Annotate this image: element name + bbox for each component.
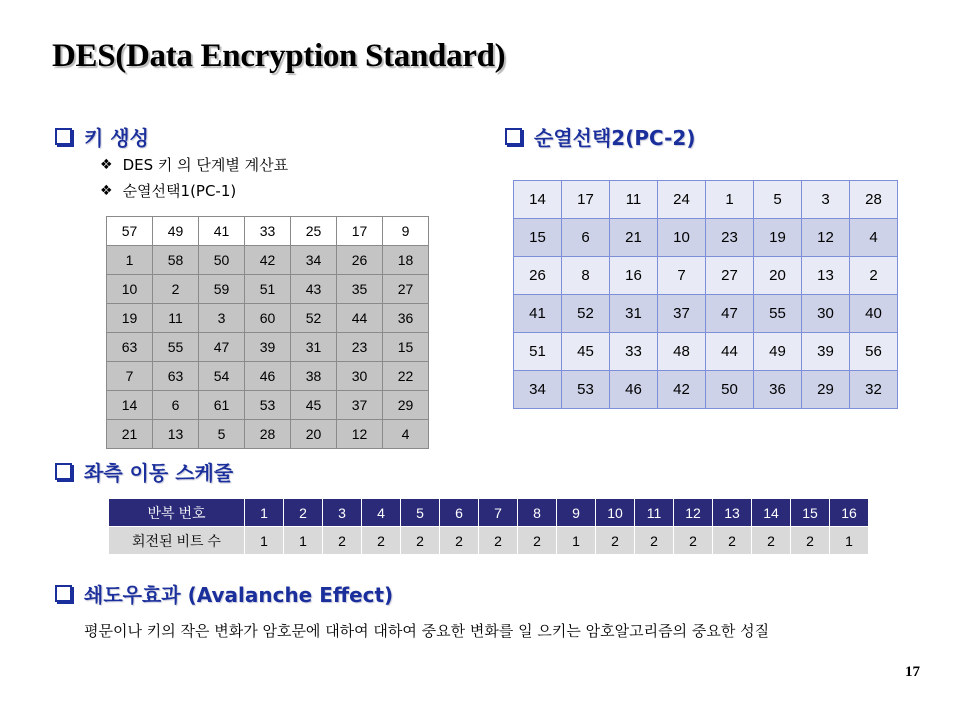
shift-round-row-cell: 10 — [596, 499, 635, 527]
shift-round-row-cell: 2 — [284, 499, 323, 527]
pc2-cell: 31 — [610, 295, 658, 333]
pc2-cell: 29 — [802, 371, 850, 409]
checkbox-bullet-icon — [55, 128, 72, 145]
pc1-cell: 63 — [153, 362, 199, 391]
section-avalanche-label: 쇄도우효과 (Avalanche Effect) — [84, 583, 394, 607]
pc2-cell: 26 — [514, 257, 562, 295]
pc2-cell: 39 — [802, 333, 850, 371]
shift-rotation-row-cell: 1 — [557, 527, 596, 555]
shift-rotation-row-cell: 1 — [830, 527, 869, 555]
shift-rotation-row-cell: 2 — [479, 527, 518, 555]
key-gen-item-1 — [100, 154, 288, 175]
pc1-cell: 3 — [199, 304, 245, 333]
pc1-cell: 45 — [291, 391, 337, 420]
shift-round-row-cell: 6 — [440, 499, 479, 527]
shift-schedule-table — [108, 498, 869, 555]
pc2-cell: 47 — [706, 295, 754, 333]
pc2-cell: 23 — [706, 219, 754, 257]
pc2-table — [513, 180, 898, 409]
pc1-cell: 25 — [291, 217, 337, 246]
section-avalanche — [55, 579, 393, 608]
shift-round-row-cell: 4 — [362, 499, 401, 527]
shift-rotation-row-cell: 2 — [635, 527, 674, 555]
pc1-cell: 60 — [245, 304, 291, 333]
pc2-cell: 21 — [610, 219, 658, 257]
pc1-cell: 33 — [245, 217, 291, 246]
pc2-cell: 52 — [562, 295, 610, 333]
pc2-cell: 6 — [562, 219, 610, 257]
pc1-cell: 59 — [199, 275, 245, 304]
pc2-cell: 37 — [658, 295, 706, 333]
shift-rotation-row — [109, 527, 869, 555]
pc2-cell: 24 — [658, 181, 706, 219]
pc1-cell: 22 — [383, 362, 429, 391]
key-gen-item-1-label: DES 키 의 단계별 계산표 — [122, 156, 289, 174]
pc2-cell: 12 — [802, 219, 850, 257]
shift-rotation-row-cell: 2 — [791, 527, 830, 555]
pc2-row — [514, 333, 898, 371]
pc2-cell: 19 — [754, 219, 802, 257]
pc2-cell: 32 — [850, 371, 898, 409]
pc1-cell: 35 — [337, 275, 383, 304]
shift-round-row-cell: 16 — [830, 499, 869, 527]
pc1-cell: 29 — [383, 391, 429, 420]
pc1-cell: 42 — [245, 246, 291, 275]
pc2-cell: 10 — [658, 219, 706, 257]
shift-round-row-cell: 3 — [323, 499, 362, 527]
shift-round-row-cell: 1 — [245, 499, 284, 527]
section-shift-schedule — [55, 457, 233, 486]
pc2-cell: 13 — [802, 257, 850, 295]
pc1-cell: 47 — [199, 333, 245, 362]
shift-round-row — [109, 499, 869, 527]
pc2-cell: 46 — [610, 371, 658, 409]
pc1-row — [107, 362, 429, 391]
pc2-row — [514, 257, 898, 295]
shift-round-row-label: 반복 번호 — [109, 499, 245, 527]
pc2-cell: 8 — [562, 257, 610, 295]
pc2-cell: 15 — [514, 219, 562, 257]
pc1-row — [107, 420, 429, 449]
pc1-cell: 61 — [199, 391, 245, 420]
pc1-cell: 63 — [107, 333, 153, 362]
pc2-cell: 11 — [610, 181, 658, 219]
pc1-cell: 20 — [291, 420, 337, 449]
pc1-cell: 38 — [291, 362, 337, 391]
checkbox-bullet-icon — [55, 585, 72, 602]
pc2-cell: 28 — [850, 181, 898, 219]
pc1-cell: 12 — [337, 420, 383, 449]
shift-rotation-row-label: 회전된 비트 수 — [109, 527, 245, 555]
pc1-cell: 1 — [107, 246, 153, 275]
shift-round-row-cell: 11 — [635, 499, 674, 527]
shift-rotation-row-cell: 2 — [674, 527, 713, 555]
shift-rotation-row-cell: 2 — [323, 527, 362, 555]
pc2-cell: 56 — [850, 333, 898, 371]
shift-round-row-cell: 5 — [401, 499, 440, 527]
checkbox-bullet-icon — [505, 128, 522, 145]
pc1-cell: 2 — [153, 275, 199, 304]
pc1-row — [107, 304, 429, 333]
pc2-cell: 33 — [610, 333, 658, 371]
pc2-row — [514, 371, 898, 409]
section-shift-schedule-label: 좌측 이동 스케줄 — [84, 461, 234, 485]
pc1-cell: 44 — [337, 304, 383, 333]
pc2-cell: 27 — [706, 257, 754, 295]
shift-round-row-cell: 13 — [713, 499, 752, 527]
shift-round-row-cell: 8 — [518, 499, 557, 527]
pc1-cell: 49 — [153, 217, 199, 246]
pc1-cell: 5 — [199, 420, 245, 449]
pc1-cell: 53 — [245, 391, 291, 420]
pc2-cell: 5 — [754, 181, 802, 219]
page-title: DES(Data Encryption Standard) — [52, 38, 506, 74]
shift-round-row-cell: 14 — [752, 499, 791, 527]
shift-rotation-row-cell: 1 — [284, 527, 323, 555]
pc1-cell: 26 — [337, 246, 383, 275]
pc2-row — [514, 181, 898, 219]
pc2-cell: 16 — [610, 257, 658, 295]
pc1-cell: 11 — [153, 304, 199, 333]
pc1-cell: 4 — [383, 420, 429, 449]
pc1-cell: 34 — [291, 246, 337, 275]
shift-round-row-cell: 15 — [791, 499, 830, 527]
pc1-cell: 13 — [153, 420, 199, 449]
pc1-cell: 54 — [199, 362, 245, 391]
pc1-cell: 51 — [245, 275, 291, 304]
diamond-bullet-icon: ❖ — [100, 182, 113, 199]
pc2-cell: 40 — [850, 295, 898, 333]
pc1-cell: 28 — [245, 420, 291, 449]
pc1-cell: 39 — [245, 333, 291, 362]
page-number: 17 — [905, 664, 920, 680]
pc2-cell: 34 — [514, 371, 562, 409]
pc2-cell: 48 — [658, 333, 706, 371]
pc1-cell: 43 — [291, 275, 337, 304]
section-pc2-label: 순열선택2(PC-2) — [534, 126, 696, 150]
pc1-cell: 17 — [337, 217, 383, 246]
pc2-cell: 30 — [802, 295, 850, 333]
pc2-cell: 14 — [514, 181, 562, 219]
shift-round-row-cell: 12 — [674, 499, 713, 527]
pc2-row — [514, 295, 898, 333]
section-key-generation — [55, 122, 149, 151]
key-gen-item-2 — [100, 180, 236, 201]
shift-round-row-cell: 9 — [557, 499, 596, 527]
pc1-cell: 57 — [107, 217, 153, 246]
pc1-row — [107, 275, 429, 304]
pc1-row — [107, 391, 429, 420]
pc2-cell: 4 — [850, 219, 898, 257]
pc2-cell: 50 — [706, 371, 754, 409]
section-pc2 — [505, 122, 696, 151]
pc1-cell: 9 — [383, 217, 429, 246]
pc1-cell: 52 — [291, 304, 337, 333]
pc1-row — [107, 217, 429, 246]
pc1-cell: 10 — [107, 275, 153, 304]
pc2-cell: 36 — [754, 371, 802, 409]
pc1-cell: 6 — [153, 391, 199, 420]
pc1-cell: 7 — [107, 362, 153, 391]
diamond-bullet-icon: ❖ — [100, 156, 113, 173]
pc2-cell: 49 — [754, 333, 802, 371]
pc2-cell: 17 — [562, 181, 610, 219]
pc1-cell: 18 — [383, 246, 429, 275]
section-key-generation-label: 키 생성 — [84, 126, 149, 150]
pc2-row — [514, 219, 898, 257]
pc1-cell: 19 — [107, 304, 153, 333]
pc1-cell: 21 — [107, 420, 153, 449]
shift-rotation-row-cell: 2 — [518, 527, 557, 555]
pc1-cell: 14 — [107, 391, 153, 420]
shift-rotation-row-cell: 1 — [245, 527, 284, 555]
pc1-cell: 36 — [383, 304, 429, 333]
pc2-cell: 3 — [802, 181, 850, 219]
pc2-cell: 51 — [514, 333, 562, 371]
pc2-cell: 53 — [562, 371, 610, 409]
shift-rotation-row-cell: 2 — [713, 527, 752, 555]
pc2-cell: 7 — [658, 257, 706, 295]
pc1-cell: 31 — [291, 333, 337, 362]
shift-rotation-row-cell: 2 — [596, 527, 635, 555]
shift-round-row-cell: 7 — [479, 499, 518, 527]
pc1-cell: 46 — [245, 362, 291, 391]
pc1-cell: 58 — [153, 246, 199, 275]
pc1-cell: 15 — [383, 333, 429, 362]
key-gen-item-2-label: 순열선택1(PC-1) — [122, 182, 237, 200]
pc1-row — [107, 246, 429, 275]
pc1-row — [107, 333, 429, 362]
pc2-cell: 55 — [754, 295, 802, 333]
pc1-cell: 30 — [337, 362, 383, 391]
shift-rotation-row-cell: 2 — [752, 527, 791, 555]
pc1-cell: 37 — [337, 391, 383, 420]
pc2-cell: 20 — [754, 257, 802, 295]
shift-rotation-row-cell: 2 — [362, 527, 401, 555]
pc2-cell: 2 — [850, 257, 898, 295]
shift-rotation-row-cell: 2 — [401, 527, 440, 555]
pc1-cell: 55 — [153, 333, 199, 362]
pc2-cell: 42 — [658, 371, 706, 409]
pc2-cell: 44 — [706, 333, 754, 371]
avalanche-description: 평문이나 키의 작은 변화가 암호문에 대하여 대하여 중요한 변화를 일 으키는 암호알고리즘의 중요한 성질 — [84, 622, 770, 640]
pc2-cell: 41 — [514, 295, 562, 333]
pc1-cell: 23 — [337, 333, 383, 362]
shift-rotation-row-cell: 2 — [440, 527, 479, 555]
pc1-cell: 50 — [199, 246, 245, 275]
pc1-cell: 41 — [199, 217, 245, 246]
pc2-cell: 45 — [562, 333, 610, 371]
pc2-cell: 1 — [706, 181, 754, 219]
checkbox-bullet-icon — [55, 463, 72, 480]
pc1-table — [106, 216, 429, 449]
pc1-cell: 27 — [383, 275, 429, 304]
